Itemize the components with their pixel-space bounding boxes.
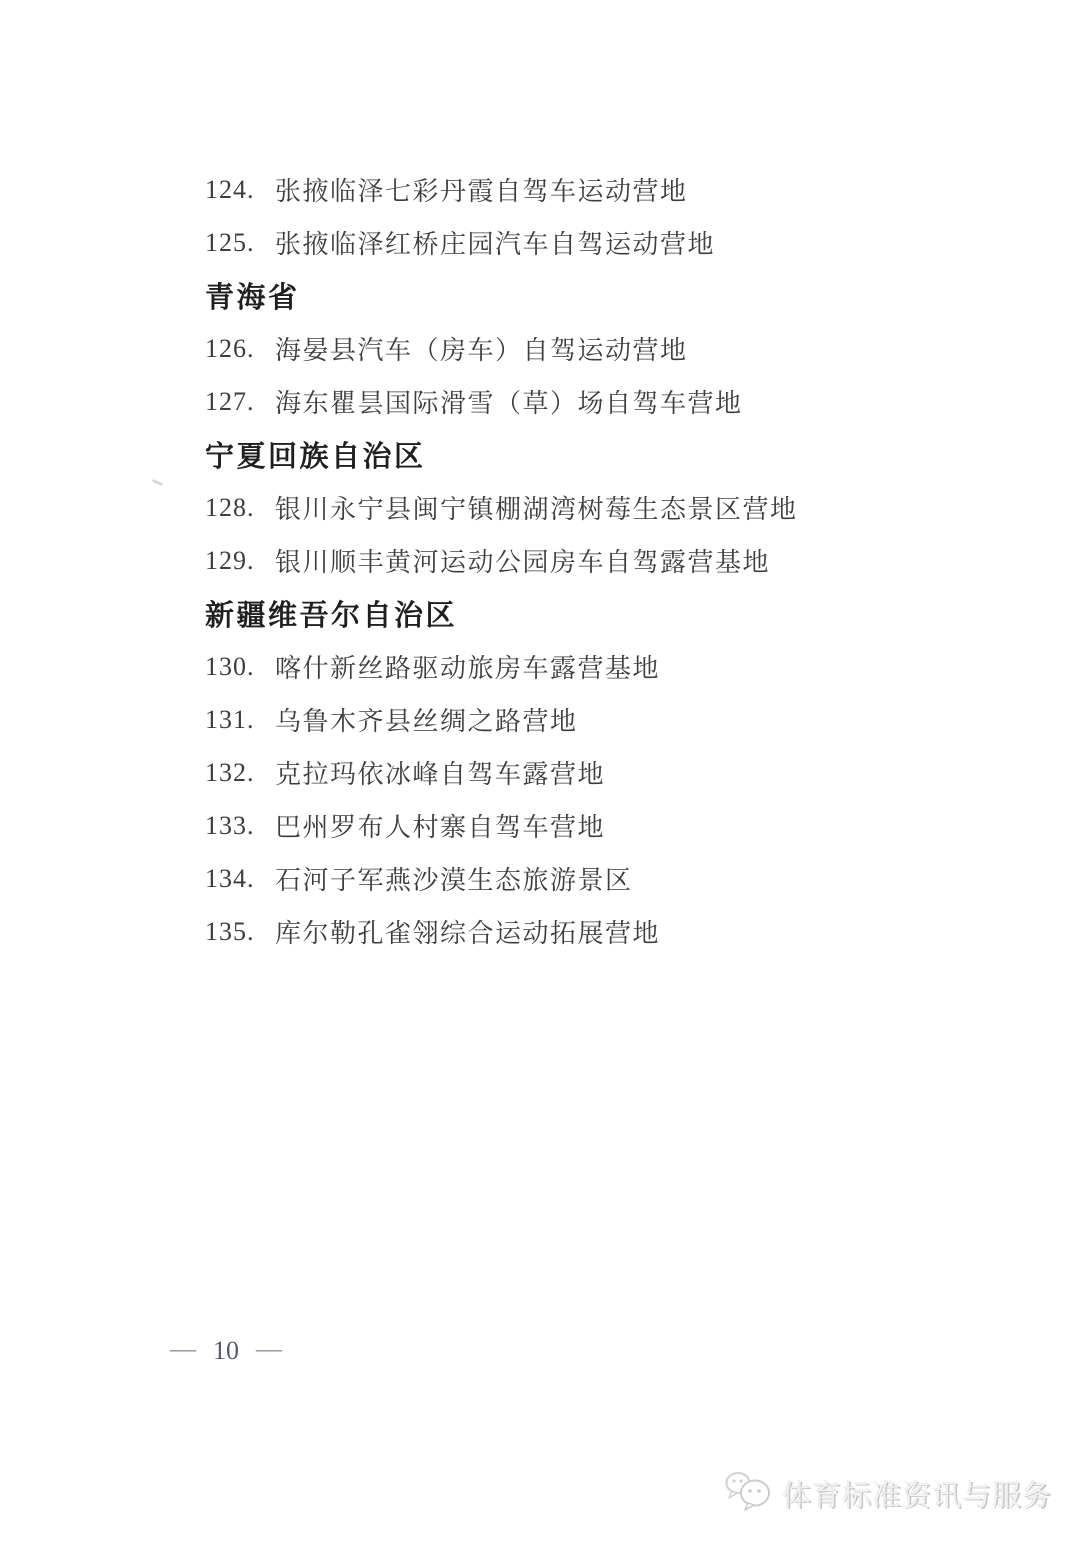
scan-artifact <box>152 479 163 486</box>
item-number: 126. <box>205 333 255 363</box>
list-item <box>205 163 905 216</box>
item-number: 131. <box>205 704 255 734</box>
item-text: 石河子军燕沙漠生态旅游景区 <box>275 866 633 895</box>
item-text: 海晏县汽车（房车）自驾运动营地 <box>275 336 688 365</box>
page-number-dash-right: — <box>256 1334 282 1363</box>
list-item <box>205 640 905 693</box>
item-text: 乌鲁木齐县丝绸之路营地 <box>275 707 578 736</box>
item-number: 124. <box>205 174 255 204</box>
item-text: 库尔勒孔雀翎综合运动拓展营地 <box>275 919 661 948</box>
item-text: 银川顺丰黄河运动公园房车自驾露营基地 <box>275 548 771 577</box>
item-text: 喀什新丝路驱动旅房车露营基地 <box>275 654 661 683</box>
page-number <box>170 1336 282 1366</box>
item-number: 129. <box>205 545 255 575</box>
item-number: 133. <box>205 810 255 840</box>
list-item <box>205 216 905 269</box>
section-header-ningxia <box>205 428 905 481</box>
page-number-dash-left: — <box>170 1334 196 1363</box>
list-item <box>205 799 905 852</box>
watermark-text: 体育标准资讯与服务 <box>781 1480 1052 1512</box>
item-number: 127. <box>205 386 255 416</box>
item-text: 克拉玛依冰峰自驾车露营地 <box>275 760 606 789</box>
list-item <box>205 746 905 799</box>
section-header-qinghai <box>205 269 905 322</box>
page-number-value: 10 <box>213 1336 239 1365</box>
list-item <box>205 481 905 534</box>
list-item <box>205 375 905 428</box>
section-header-text: 青海省 <box>205 282 300 314</box>
watermark <box>724 1470 1052 1517</box>
item-number: 125. <box>205 227 255 257</box>
section-header-text: 宁夏回族自治区 <box>205 441 426 473</box>
item-text: 银川永宁县闽宁镇棚湖湾树莓生态景区营地 <box>275 495 798 524</box>
section-header-xinjiang <box>205 587 905 640</box>
item-text: 张掖临泽红桥庄园汽车自驾运动营地 <box>275 230 716 259</box>
item-text: 张掖临泽七彩丹霞自驾车运动营地 <box>275 177 688 206</box>
item-number: 134. <box>205 863 255 893</box>
list-item <box>205 693 905 746</box>
item-text: 海东瞿昙国际滑雪（草）场自驾车营地 <box>275 389 743 418</box>
list-item <box>205 852 905 905</box>
list-item <box>205 905 905 958</box>
wechat-icon <box>724 1470 772 1517</box>
item-number: 135. <box>205 916 255 946</box>
list-item <box>205 322 905 375</box>
item-number: 130. <box>205 651 255 681</box>
item-number: 132. <box>205 757 255 787</box>
section-header-text: 新疆维吾尔自治区 <box>205 600 458 632</box>
camp-list <box>205 163 905 958</box>
item-text: 巴州罗布人村寨自驾车营地 <box>275 813 606 842</box>
list-item <box>205 534 905 587</box>
item-number: 128. <box>205 492 255 522</box>
